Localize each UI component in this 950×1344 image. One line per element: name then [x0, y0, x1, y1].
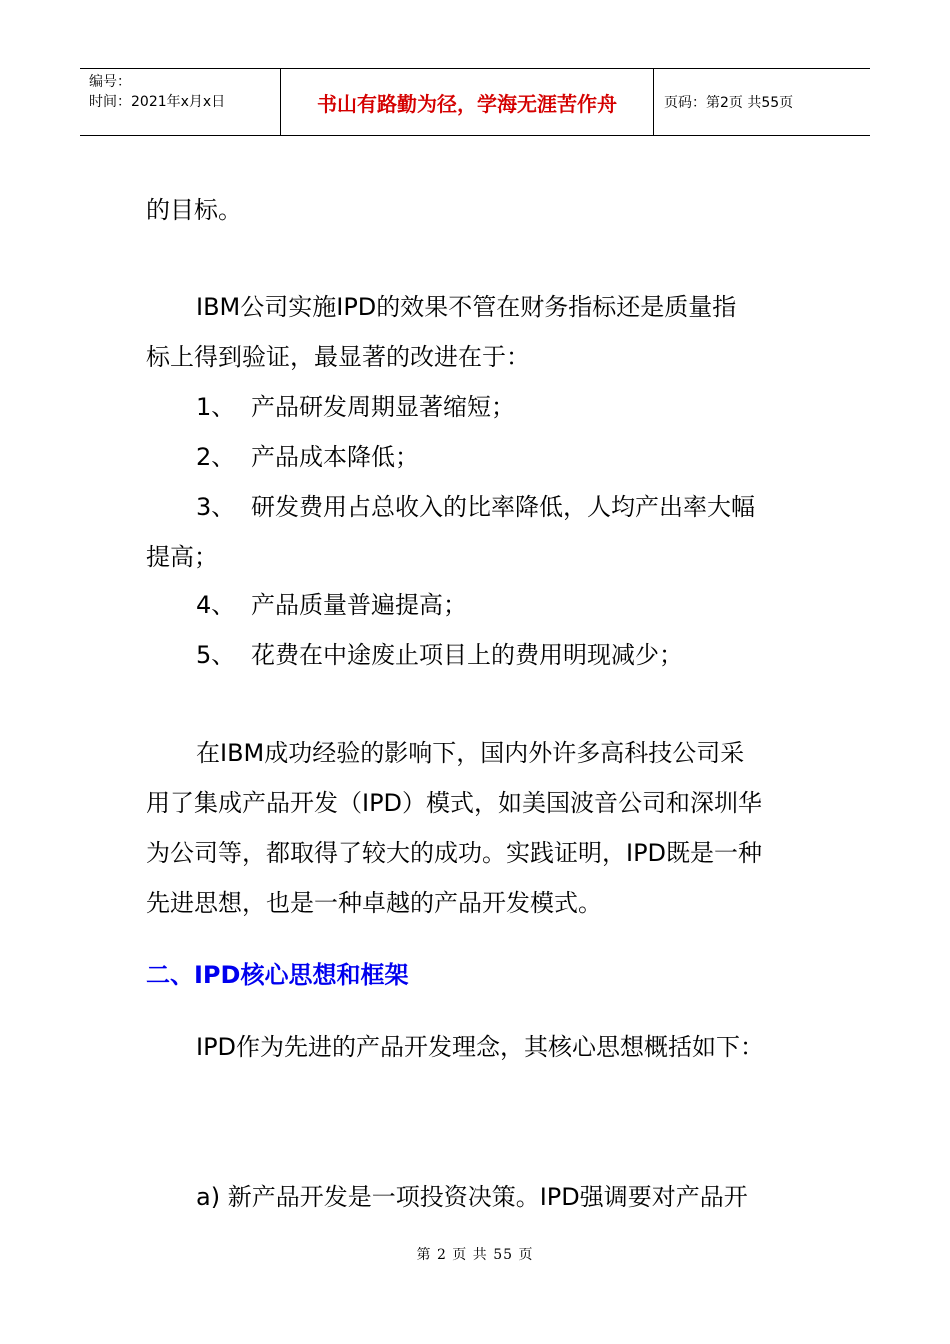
- section-heading: 二、IPD核心思想和框架: [146, 961, 409, 989]
- page-info: [654, 69, 870, 135]
- paragraph-2-line-4: 先进思想，也是一种卓越的产品开发模式。: [146, 889, 602, 917]
- code-label: 编号：: [89, 74, 131, 90]
- paragraph-1-line-1: IBM公司实施IPD的效果不管在财务指标还是质量指: [196, 293, 737, 321]
- paragraph-2-line-2: 用了集成产品开发（IPD）模式，如美国波音公司和深圳华: [146, 789, 763, 817]
- paragraph-3: IPD作为先进的产品开发理念，其核心思想概括如下：: [196, 1033, 765, 1061]
- line-goal: 的目标。: [146, 196, 242, 224]
- list-number: 2、: [196, 443, 236, 471]
- list-item: 花费在中途废止项目上的费用明现减少；: [251, 641, 683, 669]
- paragraph-2-line-1: 在IBM成功经验的影响下，国内外许多高科技公司采: [196, 739, 745, 767]
- list-item: 产品质量普遍提高；: [251, 591, 467, 619]
- date-label: 时间：2021年x月x日: [89, 94, 226, 110]
- list-item: 产品成本降低；: [251, 443, 419, 471]
- paragraph-2-line-3: 为公司等，都取得了较大的成功。实践证明，IPD既是一种: [146, 839, 763, 867]
- list-item: 研发费用占总收入的比率降低，人均产出率大幅: [251, 493, 755, 521]
- list-number: 5、: [196, 641, 236, 669]
- motto: 书山有路勤为径，学海无涯苦作舟: [280, 69, 654, 135]
- page-info-text: 页码：第2页 共55页: [664, 95, 794, 111]
- paragraph-1-line-2: 标上得到验证，最显著的改进在于：: [146, 343, 530, 371]
- list-item: 产品研发周期显著缩短；: [251, 393, 515, 421]
- paragraph-4: a) 新产品开发是一项投资决策。IPD强调要对产品开: [196, 1183, 748, 1211]
- list-number: 1、: [196, 393, 236, 421]
- header-left-cell: [80, 69, 280, 135]
- page-footer: 第 2 页 共 55 页: [416, 1247, 534, 1263]
- list-item-continuation: 提高；: [146, 543, 218, 571]
- header-table: [80, 68, 870, 136]
- list-number: 3、: [196, 493, 236, 521]
- list-number: 4、: [196, 591, 236, 619]
